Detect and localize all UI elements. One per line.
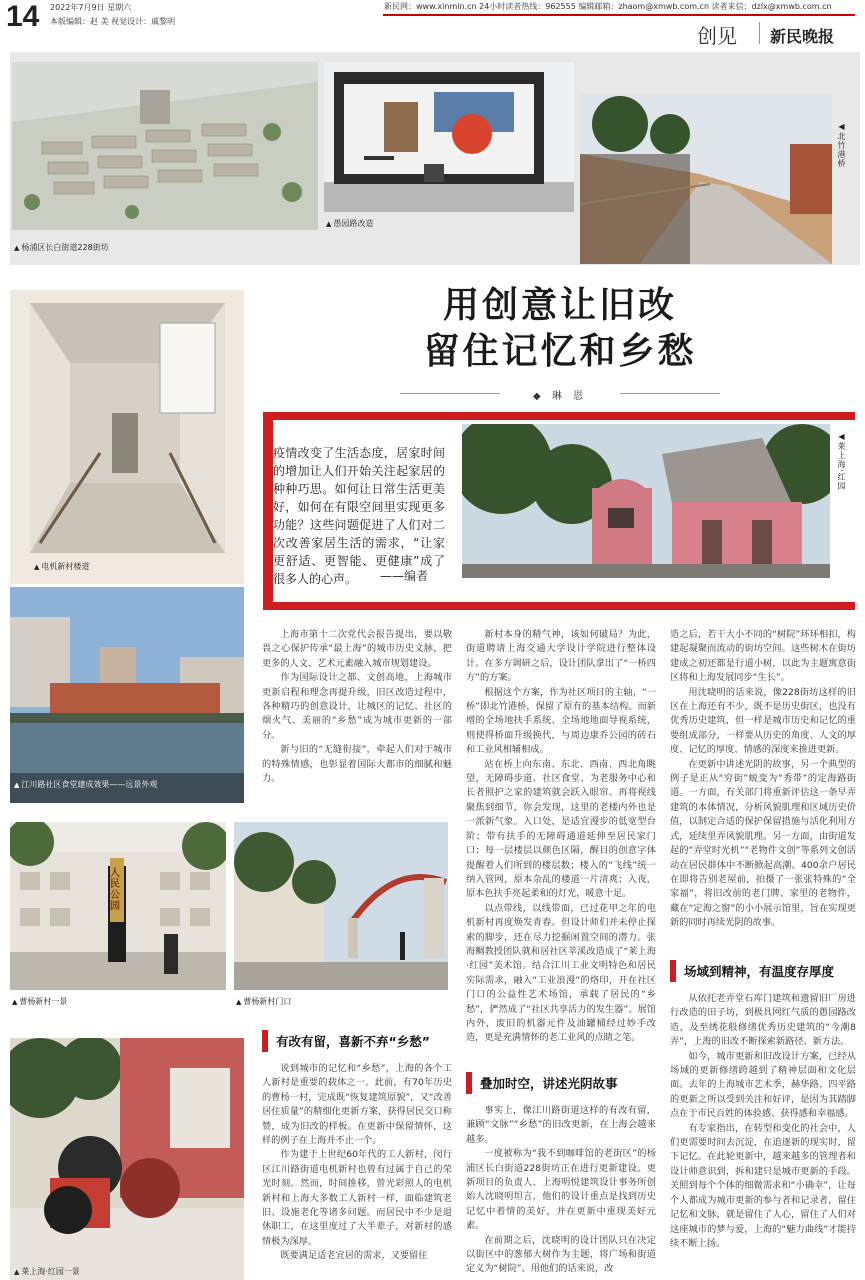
section-name: 创见	[697, 24, 737, 48]
lead-signature: ——编者	[380, 569, 429, 583]
column-2-bottom	[466, 1104, 656, 1277]
paragraph: 站在桥上向东南、东北、西南、西北角眺望，无障碍步道、社区食堂、为老服务中心和长者照护之家的建筑就会跃入眼帘。再将视线聚焦到细节，你会发现，这里的老楼内外也是一派新气象。入口处，是适宜漫步的低宽型台阶；带有扶手的无障碍通道延伸至居民家门口；每一层楼层以颜色区隔，醒目的创意字体提醒着人们所到的楼层数；楼入的“飞线”统一纳入管网，原本杂乱的楼道一片清爽；入夜，原本色扶手亮起柔和的灯光，暖意十足。	[466, 758, 656, 900]
column-1-top	[262, 628, 452, 786]
caption-bridge: ◀北竹港桥	[837, 122, 846, 168]
byline-rule-left	[400, 393, 500, 394]
title-line-1: 用创意让旧改	[442, 285, 677, 326]
paragraph: 根据这个方案，作为社区项目的主轴，“一桥”即北竹港桥，保留了原有的基本结构。而新增的全场地扶手系统、全场地地面导视系统，则使得桥面升级换代，与周边康乔公园的砖石和工业风相辅相成。	[466, 686, 656, 756]
triangle-icon: ▲	[14, 1268, 20, 1276]
paragraph: 新村本身的精气神，该如何破局？为此，街道聘请上海交通大学设计学院进行整体设计。在多方调研之后，设计团队拿出了“一桥四方”的方案。	[466, 629, 656, 684]
photo-stairwell	[30, 303, 225, 553]
caption-caoyang-scene: ▲ 曹杨新村一景	[12, 997, 68, 1006]
page-header	[0, 0, 865, 60]
paragraph: 以点带线，以线带面，已过花甲之年的电机新村再度焕发青春。但设计师们并未停止探索的脚步，还在尽力挖掘闲置空间的潜力。张海鲷教授团队就和居社区莘溪改造成了“莱上海·红园”美术馆。结合江川工业文明特色和居民实际需求，融入“工业浪漫”的烙印，开在社区门口的公益性艺术场馆，承载了居民的“乡愁”，俨然成了“社区共享活力的发生器”。展馆内外，废旧的机器元件及油罐桶经过妙手改造，更是充满情怀的老工业风的点睛之笔。	[466, 902, 656, 1044]
article-title	[340, 283, 780, 375]
subheading-marker	[262, 1030, 268, 1052]
column-2-top	[466, 628, 656, 1046]
paragraph: 从依托老弄堂石库门建筑和遗留旧厂房进行改造的田子坊，到极具网红气质的愚园路改造，及至绣花般修缮优秀历史建筑的“今潮8弄”，上海的旧改不断探索新路径、新方法。	[670, 993, 856, 1048]
byline-rule-right	[620, 393, 720, 394]
photo-caoyang-scene	[10, 822, 226, 990]
lead-paragraph: 疫情改变了生活态度，居家时间的增加让人们开始关注起家居的种种巧思。如何让日常生活更美好，如何在有限空间里实现更多功能？这些问题促进了人们对二次改善家居生活的需求，“让家更舒适、更智能、更健康”成了很多人的心声。	[273, 446, 445, 586]
contact-line: 新民网：www.xinmin.cn 24小时读者热线：962555 编辑邮箱：zhaom@xmwb.com.cn 读者来信：dzlx@xmwb.com.cn	[384, 2, 832, 11]
photo-bridge	[580, 94, 832, 264]
paragraph: 如今，城市更新和旧改设计方案，已经从场域的更新修缮跨越到了精神层面和文化层面。去年的上海城市艺术季，赫华路、四平路的更新之所以受到关注和好评，是因为其踏脚点在于市民百姓的体验感、获得感和幸福感。	[670, 1050, 856, 1120]
paragraph: 用沈晓明的话来说，像228街坊这样的旧区在上海还有不少，既不是历史街区，也没有优秀历史建筑，但一样是城市历史和记忆的重要组成部分，一样要从历史的角度、人文的厚度、记忆的厚度、情感的深度来推进更新。	[670, 686, 856, 756]
triangle-icon: ◀	[837, 122, 846, 132]
photo-redgarden-scene	[10, 1038, 244, 1280]
triangle-icon: ▲	[34, 563, 40, 571]
paragraph: 有专家指出，在转型和变化的社会中，人们更需要时间去沉淀，在追逐新的现实时，留下记忆。在此轮更新中，越来越多的管理者和设计师意识到，拆和建只是城市更新的手段。关照到每个个体的细微需求和“小确幸”，让每个人都成为城市更新的参与者和记录者，留住记忆和文脉，就是留住了人心，留住了人们对这座城市的梦与爱，上海的“魅力曲线”才能持续不断上扬。	[670, 1122, 856, 1249]
paragraph: 上海市第十二次党代会报告提出，要以敬畏之心保护传承“最上海”的城市历史文脉，把更多的人文、艺术元素融入城市规划建设。	[262, 629, 452, 669]
triangle-icon: ▲	[14, 781, 20, 789]
paragraph: 既要满足适老宜居的需求，又要留住	[280, 1250, 428, 1262]
triangle-icon: ▲	[326, 220, 332, 228]
section-divider	[759, 22, 760, 44]
subheading-1	[262, 1030, 452, 1052]
accent-bar-bottom	[263, 602, 855, 610]
caption-stairwell: ▲ 电机新村楼道	[34, 562, 90, 571]
subheading-2	[466, 1072, 656, 1094]
header-rule	[383, 14, 855, 16]
newspaper-brand: 新民晚报	[770, 27, 835, 46]
caption-redgarden: ◀莱上海·红园	[837, 432, 846, 491]
photo-caoyang-gate	[234, 822, 448, 990]
column-1-bottom	[262, 1062, 452, 1264]
subheading-text: 叠加时空，讲述光阴故事	[480, 1076, 618, 1091]
paragraph: 一度被称为“我不到咖啡馆的老街区”的杨浦区长白街道228街坊正在进行更新建设。更新项目的负责人、上海明悦建筑设计事务所创始人沈晓明坦言，他们的设计重点是找到历史记忆中着情的美好，并在更新中重现美好元素。	[466, 1148, 656, 1232]
photo-canteen	[10, 587, 244, 803]
caption-yuyuan: ▲ 愚园路改造	[326, 219, 374, 228]
paragraph: 事实上，像江川路街道这样的有改有留，兼顾“文脉”“乡愁”的旧改更新，在上海会越来越多。	[466, 1105, 656, 1145]
title-line-2: 留住记忆和乡愁	[423, 331, 697, 372]
paragraph: 作为建于上世纪60年代的工人新村，闵行区江川路街道电机新村也曾有过属于自己的荣光时刻。然而，时间推移，曾光彩照人的电机新村和上海大多数工人新村一样，面临建筑老旧、设施老化等诸多问题。而居民中不少是退休职工，在这里度过了大半辈子，对新村的感情极为深厚。	[262, 1149, 452, 1247]
accent-bar-left	[263, 420, 273, 610]
paragraph: 在前期之后，沈晓明的设计团队只在决定以街区中的葱郁大树作为主题，将广场和街道定义为“树院”。用他们的话来说，改	[466, 1234, 656, 1275]
photo-aerial-rendering	[12, 62, 318, 230]
paragraph: 新与旧的“无缝衔接”，牵起人们对于城市的特殊情感，也彰显着国际大都市的细腻和魅力。	[262, 744, 452, 785]
paragraph: 在更新中讲述光阴的故事，另一个典型的例子是正从“穷街”蜕变为“秀带”的定海路街道。一方面，有关部门将重新评估这一条早弄建筑的本体情况，分析风貌肌理和区域历史价值，以制定合适的保护保留措施与活化利用方式，延续里弄风貌肌理。另一方面，由街道发起的“弄堂时光机”“老物件文创”等系列文创活动在居民群体中不断掀起高潮。400余户居民在即将告别老屋前，拍摄了一张张特殊的“全家福”，将旧改前的老门牌、家里的老物件，藏在“定海之窗”的小小展示馆里，旨在实现更新的同时再续光阴的故事。	[670, 758, 856, 929]
caption-aerial: ▲ 杨浦区长白街道228街坊	[14, 243, 109, 252]
caption-redgarden-scene: ▲ 莱上海·红园一景	[14, 1267, 80, 1276]
triangle-icon: ◀	[837, 432, 846, 442]
paragraph: 造之后，若干大小不同的“树院”环环相扣，构建起凝聚而流动的街坊空间。这些树木在街坊建成之初还都是行道小树，以此为主题寓意街区将和上海发展同步“生长”。	[670, 629, 856, 684]
subheading-marker	[670, 960, 676, 982]
caption-canteen: ▲ 江川路社区食堂建成效果——远景外观	[14, 780, 158, 789]
subheading-3	[670, 960, 856, 982]
column-3-top	[670, 628, 856, 931]
triangle-icon: ▲	[14, 244, 20, 252]
subheading-marker	[466, 1072, 472, 1094]
photo-yuyuan-road	[324, 62, 574, 212]
paragraph: 说到城市的记忆和“乡愁”，上海的各个工人新村是重要的载体之一。此前，有70年历史的曹杨一村，完成既“恢复建筑原貌”，又“改善居住质量”的精细化更新方案，获得居民交口称赞，成为旧改的样板。在更新中保留情怀，这样的例子在上海并不止一个。	[262, 1063, 452, 1147]
triangle-icon: ▲	[236, 998, 242, 1006]
subheading-text: 有改有留，喜新不弃“乡愁”	[276, 1034, 430, 1049]
triangle-icon: ▲	[12, 998, 18, 1006]
column-3-bottom	[670, 992, 856, 1251]
page-number: 14	[6, 0, 40, 33]
photo-redgarden	[462, 424, 830, 578]
subheading-text: 场域到精神，有温度存厚度	[684, 964, 835, 979]
editor-line: 本版编辑：赵 美 视觉设计：戚黎明	[50, 17, 176, 26]
date-line: 2022年7月9日 星期六	[50, 3, 132, 12]
byline: ◆ 琳 恩	[532, 391, 588, 402]
paragraph: 作为国际设计之都、文创高地，上海城市更新启程和理念再提升级，旧区改造过程中，各种精巧的创意设计，让城区的记忆、社区的烟火气、美丽的“乡愁”成为城市更新的一部分。	[262, 672, 452, 741]
accent-bar-top	[263, 412, 855, 420]
sign-text: 人民公园	[110, 868, 120, 912]
caption-caoyang-gate: ▲ 曹杨新村门口	[236, 997, 292, 1006]
